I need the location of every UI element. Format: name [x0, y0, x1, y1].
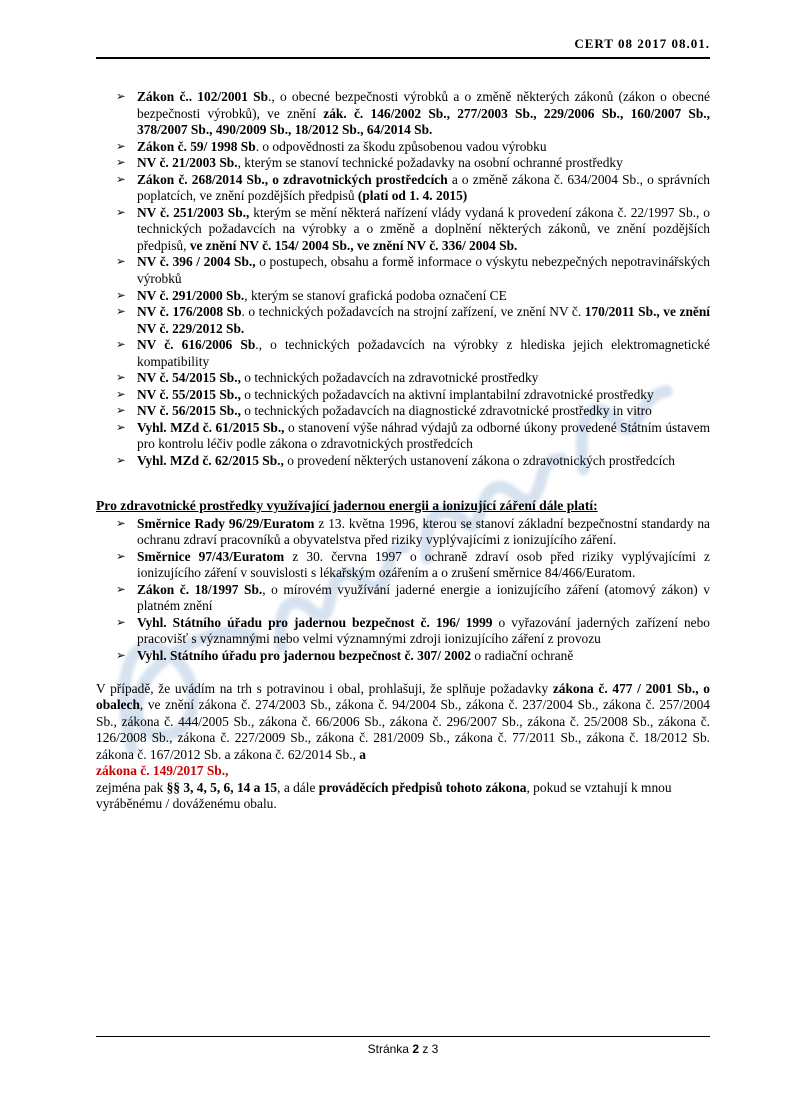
text-run: NV č. 291/2000 Sb.: [137, 287, 245, 303]
list-item: [96, 403, 710, 420]
text-run: , kterým se stanoví technické požadavky na osobní ochranné prostředky: [237, 155, 623, 171]
text-run: Zákon č. 18/1997 Sb.: [137, 581, 263, 597]
list-item-text: [137, 205, 710, 253]
list-item: [96, 615, 710, 648]
text-run: o technických požadavcích na diagnostické zdravotnické prostředky in vitro: [240, 403, 652, 419]
text-run: NV č. 56/2015 Sb.,: [137, 403, 241, 419]
list-item: [96, 172, 710, 205]
list-item: [96, 582, 710, 615]
list-item-text: [137, 615, 710, 647]
text-run: ., o technických požadavcích na výrobky z hlediska jejich elektromagnetické kompatibility: [137, 337, 710, 369]
text-run: z 3: [419, 1042, 439, 1056]
text-run: . o technických požadavcích na strojní zařízení, ve znění NV č.: [241, 304, 585, 320]
regulations-list: [96, 89, 710, 470]
text-run: , kterým se stanoví grafická podoba označení CE: [244, 287, 507, 303]
list-item: [96, 254, 710, 287]
list-item: [96, 549, 710, 582]
list-item: [96, 155, 710, 172]
list-item: [96, 420, 710, 453]
arrow-bullet-icon: ➢: [116, 405, 126, 418]
text-run: o vyřazování jaderných zařízení nebo pracovišť s významnými nebo velmi významnými zdroji ionizujícího záření z provozu: [137, 614, 710, 647]
text-run: a: [359, 746, 366, 762]
arrow-bullet-icon: ➢: [116, 616, 126, 629]
text-run: ., o obecné bezpečnosti výrobků a o změně některých zákonů (zákon o obecné bezpečnosti výrobků), ve znění: [137, 89, 710, 121]
text-run: NV č. 54/2015 Sb.,: [137, 370, 241, 386]
text-run: Vyhl. Státního úřadu pro jadernou bezpečnost č. 196/ 1999: [137, 614, 493, 630]
arrow-bullet-icon: ➢: [116, 372, 126, 385]
list-item-text: [137, 370, 538, 385]
arrow-bullet-icon: ➢: [116, 91, 126, 103]
list-item: [96, 205, 710, 255]
arrow-bullet-icon: ➢: [116, 421, 126, 434]
text-run: prováděcích předpisů tohoto zákona: [318, 779, 527, 795]
arrow-bullet-icon: ➢: [116, 388, 126, 401]
list-item: [96, 139, 710, 156]
text-run: Vyhl. MZd č. 61/2015 Sb.,: [137, 419, 285, 435]
text-run: o technických požadavcích na aktivní implantabilní zdravotnické prostředky: [240, 386, 654, 402]
text-run: o stanovení výše náhrad výdajů za odborné úkony provedené Státním ústavem pro kontrolu léčiv podle zákona o zdravotnických prostředcích: [137, 419, 710, 452]
arrow-bullet-icon: ➢: [116, 339, 126, 352]
text-run: Vyhl. MZd č. 62/2015 Sb.,: [137, 453, 284, 469]
text-run: a o změně zákona č. 634/2004 Sb., o správních poplatcích, ve znění pozdějších předpisů: [137, 171, 710, 204]
text-run: §§ 3, 4, 5, 6, 14 a 15: [166, 779, 278, 795]
arrow-bullet-icon: ➢: [116, 206, 126, 219]
text-run: (platí od 1. 4. 2015): [357, 188, 468, 204]
list-item-text: [137, 254, 710, 286]
list-item-text: [137, 155, 623, 170]
text-run: o technických požadavcích na zdravotnické prostředky: [240, 370, 539, 386]
text-run: V případě, že uvádím na trh s potravinou i obal, prohlašuji, že splňuje požadavky: [96, 680, 553, 696]
arrow-bullet-icon: ➢: [116, 157, 126, 170]
list-item-text: [137, 516, 710, 548]
list-item-text: [137, 172, 710, 204]
text-run: Zákon č.. 102/2001 Sb: [137, 89, 269, 104]
closing-paragraph-provisions: [96, 780, 710, 813]
text-run: Zákon č. 268/2014 Sb., o zdravotnických prostředcích: [137, 171, 448, 187]
text-run: kterým se mění některá nařízení vlády vydaná k provedení zákona č. 22/1997 Sb., o technických požadavcích na výrobky a o změně a doplnění některých zákonů, ve znění pozdějších předpisů,: [137, 204, 710, 253]
list-item-text: [137, 89, 710, 137]
text-run: zejména pak: [96, 779, 167, 795]
text-run: NV č. 396 / 2004 Sb.,: [137, 254, 256, 270]
text-run: NV č. 21/2003 Sb.: [137, 155, 238, 171]
text-run: NV č. 55/2015 Sb.,: [137, 386, 241, 402]
arrow-bullet-icon: ➢: [116, 173, 126, 186]
text-run: zákona č. 477 / 2001 Sb., o obalech: [96, 680, 710, 713]
list-item: [96, 337, 710, 370]
text-run: , a dále: [277, 779, 319, 795]
footer-rule: [96, 1036, 710, 1037]
list-item: [96, 516, 710, 549]
text-run: Vyhl. Státního úřadu pro jadernou bezpečnost č. 307/ 2002: [137, 647, 472, 663]
text-run: zákona č. 149/2017 Sb.,: [96, 763, 229, 779]
arrow-bullet-icon: ➢: [116, 649, 126, 662]
text-run: o provedení některých ustanovení zákona o zdravotnických prostředcích: [283, 453, 676, 469]
arrow-bullet-icon: ➢: [116, 517, 126, 530]
text-run: 2: [412, 1042, 420, 1056]
text-run: z 13. května 1996, kterou se stanoví základní bezpečnostní standardy na ochranu zdraví pracovníků a obyvatelstva před riziky vyplývajícími z ionizujícího záření.: [137, 515, 710, 548]
list-item-text: [137, 387, 654, 402]
list-item: [96, 304, 710, 337]
list-item: [96, 288, 710, 305]
text-run: NV č. 616/2006 Sb: [137, 337, 256, 353]
page-footer: [96, 1036, 710, 1056]
arrow-bullet-icon: ➢: [116, 140, 126, 153]
text-run: , ve znění zákona č. 274/2003 Sb., zákona č. 94/2004 Sb., zákona č. 237/2004 Sb., zákona č. 257/2004 Sb., zákona č. 444/2005 Sb., zákona č. 66/2006 Sb., zákona č. 296/2007 Sb., zákona č. 25/2008 Sb., zákona č. 126/2008 Sb., zákona č. 227/2009 Sb., zákona č. 281/2009 Sb., zákona č. 77/2011 Sb., zákona č. 18/2012 Sb. zákona č. 167/2012 Sb. a zákona č. 62/2014 Sb.,: [96, 697, 710, 762]
text-run: Stránka: [367, 1042, 413, 1056]
arrow-bullet-icon: ➢: [116, 455, 126, 468]
list-item: [96, 453, 710, 470]
nuclear-regulations-list: [96, 516, 710, 665]
arrow-bullet-icon: ➢: [116, 583, 126, 596]
list-item: [96, 387, 710, 404]
text-run: , pokud se vztahují k mnou vyráběnému / dováženému obalu.: [96, 779, 672, 812]
list-item: [96, 370, 710, 387]
text-run: zák. č. 146/2002 Sb., 277/2003 Sb., 229/2006 Sb., 160/2007 Sb., 378/2007 Sb., 490/2009 Sb., 18/2012 Sb., 64/2014 Sb.: [137, 105, 710, 138]
text-run: , o mírovém využívání jaderné energie a ionizujícího záření (atomový zákon) v platném znění: [137, 581, 711, 614]
closing-paragraph-red-amendment: [96, 763, 710, 780]
text-run: 170/2011 Sb., ve znění NV č. 229/2012 Sb.: [137, 304, 710, 336]
text-run: z 30. června 1997 o ochraně zdraví osob před riziky vyplývajícími z ionizujícího záření v souvislosti s lékařským ozářením a o zrušení směrnice 84/466/Euratom.: [137, 548, 710, 581]
list-item-text: [137, 139, 547, 154]
list-item-text: [137, 549, 710, 581]
text-run: NV č. 176/2008 Sb: [137, 304, 242, 320]
text-run: . o odpovědnosti za škodu způsobenou vadou výrobku: [255, 138, 547, 154]
list-item: [96, 648, 710, 665]
arrow-bullet-icon: ➢: [116, 289, 126, 302]
list-item-text: [137, 453, 675, 468]
header-doc-code: CERT 08 2017 08.01.: [574, 36, 710, 51]
arrow-bullet-icon: ➢: [116, 306, 126, 319]
text-run: Směrnice Rady 96/29/Euratom: [137, 515, 315, 531]
list-item-text: [137, 288, 507, 303]
list-item-text: [137, 582, 710, 614]
arrow-bullet-icon: ➢: [116, 550, 126, 563]
list-item-text: [137, 304, 710, 336]
arrow-bullet-icon: ➢: [116, 256, 126, 269]
closing-paragraph-main: [96, 681, 710, 764]
list-item-text: [137, 648, 573, 663]
text-run: ve znění NV č. 154/ 2004 Sb., ve znění NV č. 336/ 2004 Sb.: [189, 237, 518, 253]
text-run: NV č. 251/2003 Sb.,: [137, 204, 250, 220]
header-rule: [96, 57, 710, 59]
list-item: [96, 89, 710, 139]
text-run: o radiační ochraně: [471, 647, 574, 663]
text-run: Zákon č. 59/ 1998 Sb: [137, 138, 256, 154]
list-item-text: [137, 403, 652, 418]
text-run: o postupech, obsahu a formě informace o výskytu nebezpečných nepotravinářských výrobků: [137, 254, 710, 287]
list-item-text: [137, 420, 710, 452]
text-run: Směrnice 97/43/Euratom: [137, 548, 285, 564]
nuclear-section-heading: Pro zdravotnické prostředky využívající jadernou energii a ionizující záření dále platí:: [96, 497, 598, 513]
page-number: [96, 1042, 710, 1056]
list-item-text: [137, 337, 710, 369]
